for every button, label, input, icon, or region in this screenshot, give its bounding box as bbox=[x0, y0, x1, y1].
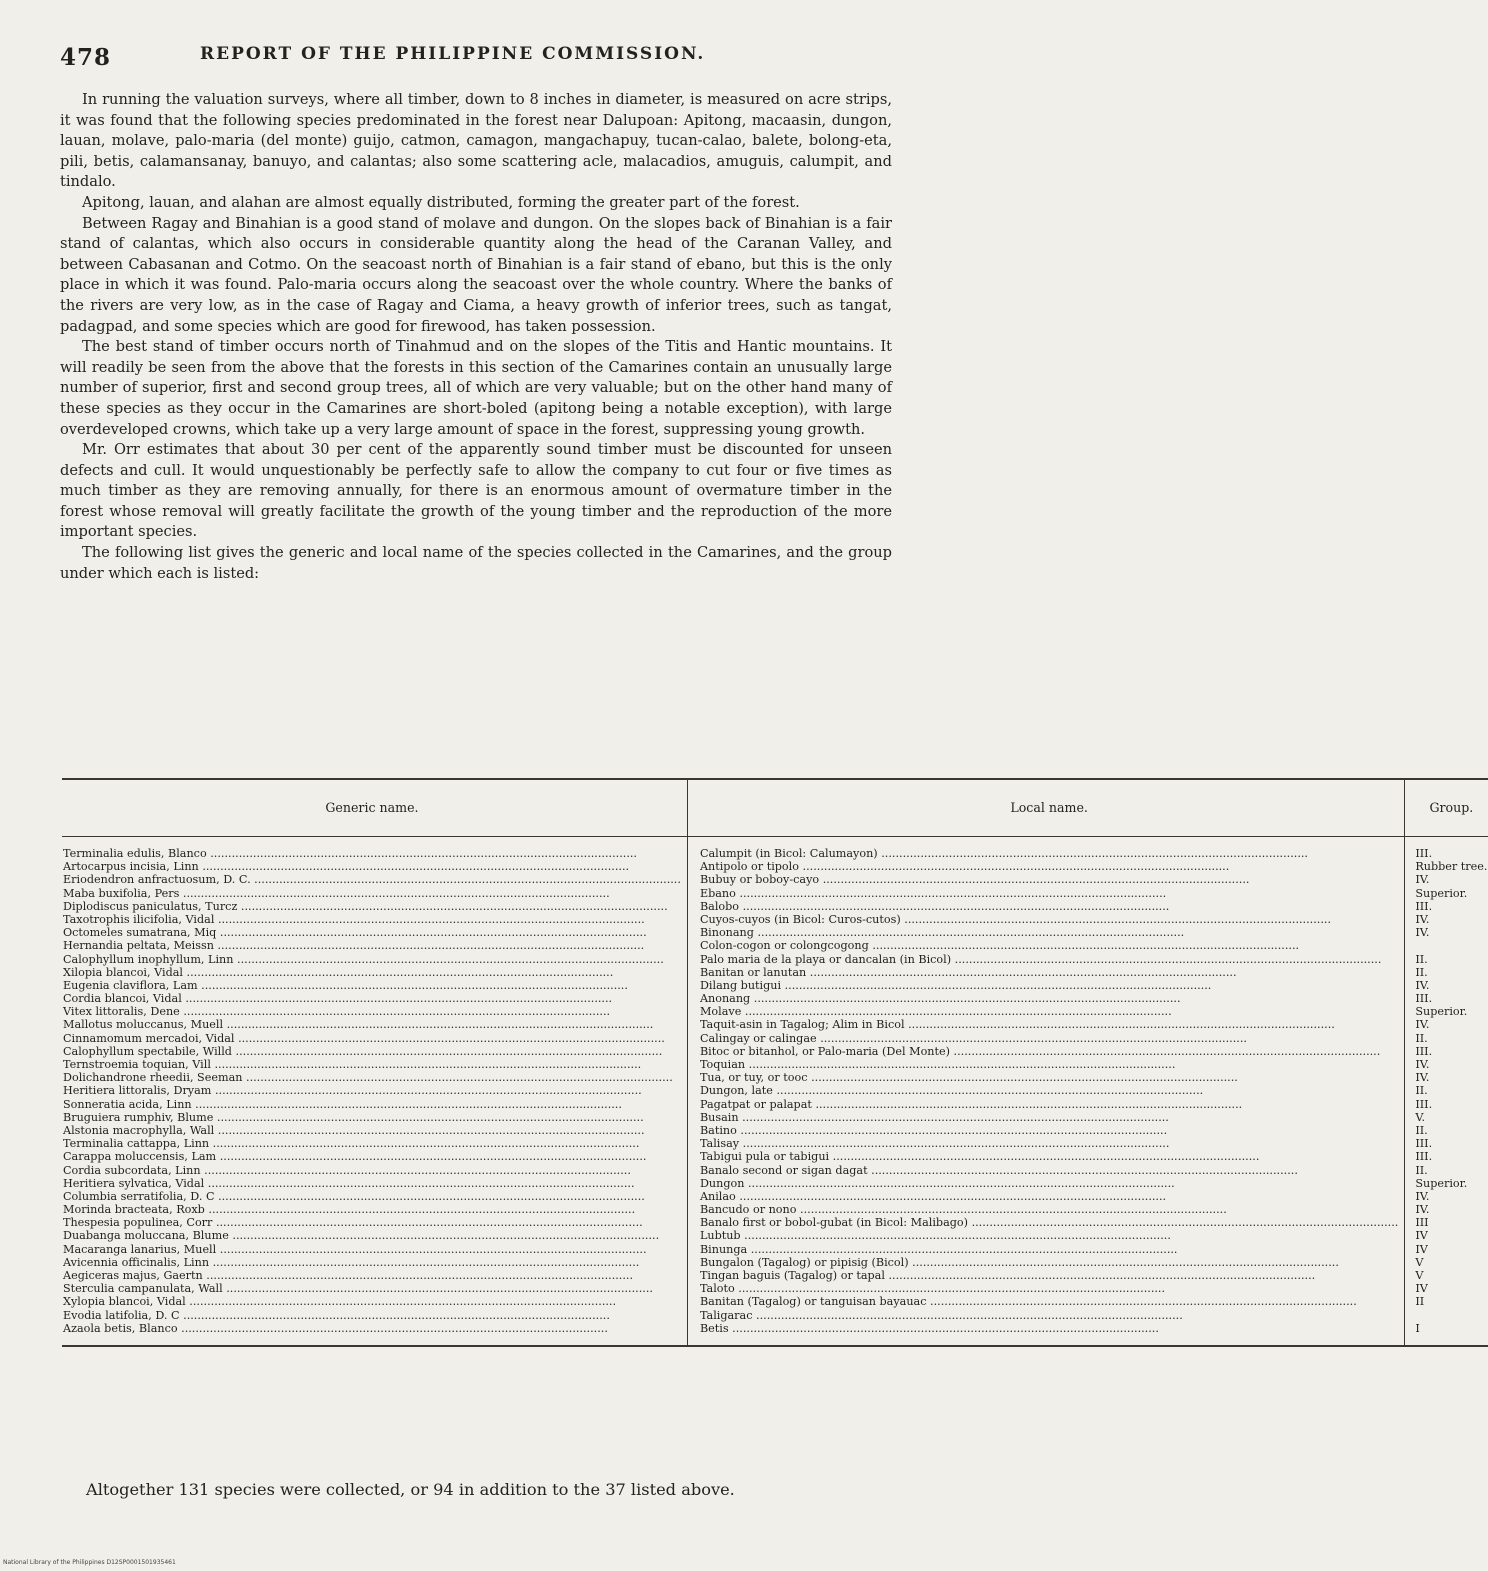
group-cell: II. bbox=[1415, 1163, 1428, 1177]
local-name-column bbox=[687, 837, 1404, 1346]
footer-label: National Library of the Philippines D12SP0001501935461 bbox=[3, 1559, 176, 1566]
local-name-cell: Tua, or tuy, or tooc ..... bbox=[700, 1071, 1398, 1084]
generic-name-cell: Cinnamomum mercadoi, Vidal ..... bbox=[63, 1032, 681, 1045]
local-name-cell: Anilao ..... bbox=[700, 1190, 1398, 1203]
group-cell: V. bbox=[1415, 1110, 1426, 1124]
generic-name-cell: Azaola betis, Blanco ..... bbox=[63, 1322, 681, 1335]
group-cell: III. bbox=[1415, 1150, 1433, 1164]
local-name-cell: Calingay or calingae ..... bbox=[700, 1032, 1398, 1045]
generic-name-cell: Avicennia officinalis, Linn ..... bbox=[63, 1256, 681, 1269]
local-name-cell: Tabigui pula or tabigui ..... bbox=[700, 1150, 1398, 1163]
group-cell: II. bbox=[1415, 1084, 1428, 1098]
page-header bbox=[60, 36, 900, 76]
generic-name-cell: Dolichandrone rheedii, Seeman ..... bbox=[63, 1071, 681, 1084]
generic-name-cell: Xilopia blancoi, Vidal ..... bbox=[63, 966, 681, 979]
local-name-cell: Colon-cogon or colongcogong ..... bbox=[700, 939, 1398, 952]
group-cell: II. bbox=[1415, 1123, 1428, 1137]
group-cell bbox=[1415, 939, 1487, 952]
generic-name-cell: Macaranga lanarius, Muell ..... bbox=[63, 1243, 681, 1256]
generic-name-cell: Octomeles sumatrana, Miq ..... bbox=[63, 926, 681, 939]
local-name-cell: Pagatpat or palapat ..... bbox=[700, 1098, 1398, 1111]
local-name-cell: Batino ..... bbox=[700, 1124, 1398, 1137]
group-cell: IV. bbox=[1415, 1018, 1430, 1032]
local-name-cell: Dungon ..... bbox=[700, 1177, 1398, 1190]
table-body-row bbox=[62, 837, 1488, 1346]
group-cell: IV bbox=[1415, 1242, 1428, 1256]
local-name-cell: Taquit-asin in Tagalog; Alim in Bicol ..... bbox=[700, 1018, 1398, 1031]
group-cell: III bbox=[1415, 1216, 1429, 1230]
local-name-cell: Binunga ..... bbox=[700, 1243, 1398, 1256]
generic-name-cell: Vitex littoralis, Dene ..... bbox=[63, 1005, 681, 1018]
local-name-cell: Banalo first or bobol-gubat (in Bicol: Malibago) ..... bbox=[700, 1216, 1398, 1229]
body-text bbox=[60, 90, 892, 584]
local-name-cell: Binonang ..... bbox=[700, 926, 1398, 939]
generic-name-cell: Terminalia cattappa, Linn ..... bbox=[63, 1137, 681, 1150]
generic-name-cell: Duabanga moluccana, Blume ..... bbox=[63, 1229, 681, 1242]
generic-name-header: Generic name. bbox=[62, 779, 687, 837]
generic-name-cell: Calophyllum inophyllum, Linn ..... bbox=[63, 953, 681, 966]
generic-name-cell: Terminalia edulis, Blanco ..... bbox=[63, 847, 681, 860]
group-cell: Superior. bbox=[1415, 1005, 1468, 1019]
group-cell: IV. bbox=[1415, 912, 1430, 926]
generic-name-cell: Aegiceras majus, Gaertn ..... bbox=[63, 1269, 681, 1282]
local-name-cell: Banitan or lanutan ..... bbox=[700, 966, 1398, 979]
local-name-cell: Toquian ..... bbox=[700, 1058, 1398, 1071]
group-cell: III. bbox=[1415, 1137, 1433, 1151]
paragraph: Mr. Orr estimates that about 30 per cent of the apparently sound timber must be discounted for unseen defects and cull. It would unquestionably be perfectly safe to allow the company to cut four or five times as much timber as they are removing annually, for there is an enormous amount of overmature timber in the forest whose removal will greatly facilitate the growth of the young timber and the reproduction of the more important species. bbox=[60, 441, 892, 541]
generic-name-cell: Columbia serratifolia, D. C ..... bbox=[63, 1190, 681, 1203]
group-cell: Superior. bbox=[1415, 886, 1468, 900]
paragraph: The best stand of timber occurs north of Tinahmud and on the slopes of the Titis and Hantic mountains. It will readily be seen from the above that the forests in this section of the Camarines contain an unusually large number of superior, first and second group trees, all of which are very valuable; but on the other hand many of these species as they occur in the Camarines are short-boled (apitong being a notable exception), with large overdeveloped crowns, which take up a very large amount of space in the forest, suppressing young growth. bbox=[60, 338, 892, 438]
paragraph: Apitong, lauan, and alahan are almost equally distributed, forming the greater part of the forest. bbox=[82, 193, 800, 211]
generic-name-cell: Maba buxifolia, Pers ..... bbox=[63, 887, 681, 900]
local-name-cell: Calumpit (in Bicol: Calumayon) ..... bbox=[700, 847, 1398, 860]
local-name-cell: Bancudo or nono ..... bbox=[700, 1203, 1398, 1216]
generic-name-cell: Thespesia populinea, Corr ..... bbox=[63, 1216, 681, 1229]
local-name-header: Local name. bbox=[687, 779, 1404, 837]
group-cell: IV. bbox=[1415, 1058, 1430, 1071]
generic-name-cell: Eriodendron anfractuosum, D. C. ..... bbox=[63, 873, 681, 886]
group-cell: III. bbox=[1415, 847, 1433, 860]
group-cell: Rubber tree. bbox=[1415, 860, 1488, 874]
generic-name-cell: Hernandia peltata, Meissn ..... bbox=[63, 939, 681, 952]
group-cell: V bbox=[1415, 1255, 1424, 1269]
group-cell: III. bbox=[1415, 1044, 1433, 1058]
local-name-cell: Banalo second or sigan dagat ..... bbox=[700, 1164, 1398, 1177]
group-cell: III. bbox=[1415, 1097, 1433, 1111]
generic-name-cell: Mallotus moluccanus, Muell ..... bbox=[63, 1018, 681, 1031]
generic-name-cell: Carappa moluccensis, Lam ..... bbox=[63, 1150, 681, 1163]
local-name-list bbox=[700, 847, 1398, 1335]
group-cell: IV. bbox=[1415, 1071, 1430, 1085]
group-cell: IV bbox=[1415, 1282, 1428, 1296]
species-table bbox=[62, 778, 1488, 1347]
local-name-cell: Bungalon (Tagalog) or pipisig (Bicol) ..... bbox=[700, 1256, 1398, 1269]
local-name-cell: Taloto ..... bbox=[700, 1282, 1398, 1295]
generic-name-cell: Eugenia claviflora, Lam ..... bbox=[63, 979, 681, 992]
group-cell: II. bbox=[1415, 1031, 1428, 1045]
running-head: REPORT OF THE PHILIPPINE COMMISSION. bbox=[200, 44, 706, 64]
page-number: 478 bbox=[60, 44, 112, 71]
local-name-cell: Balobo ..... bbox=[700, 900, 1398, 913]
generic-name-cell: Heritiera sylvatica, Vidal ..... bbox=[63, 1177, 681, 1190]
local-name-cell: Tingan baguis (Tagalog) or tapal ..... bbox=[700, 1269, 1398, 1282]
generic-name-cell: Sterculia campanulata, Wall ..... bbox=[63, 1282, 681, 1295]
generic-name-cell: Taxotrophis ilicifolia, Vidal ..... bbox=[63, 913, 681, 926]
group-cell: II. bbox=[1415, 965, 1428, 979]
generic-name-cell: Evodia latifolia, D. C ..... bbox=[63, 1309, 681, 1322]
table-header-row bbox=[62, 779, 1488, 837]
group-cell: IV. bbox=[1415, 1189, 1430, 1203]
local-name-cell: Bubuy or boboy-cayo ..... bbox=[700, 873, 1398, 886]
local-name-cell: Taligarac ..... bbox=[700, 1309, 1398, 1322]
local-name-cell: Antipolo or tipolo ..... bbox=[700, 860, 1398, 873]
group-cell: IV. bbox=[1415, 873, 1430, 887]
summary-text: Altogether 131 species were collected, or 94 in addition to the 37 listed above. bbox=[86, 1480, 735, 1499]
generic-name-cell: Bruguiera rumphiv, Blume ..... bbox=[63, 1111, 681, 1124]
generic-name-cell: Heritiera littoralis, Dryam ..... bbox=[63, 1084, 681, 1097]
local-name-cell: Betis ..... bbox=[700, 1322, 1398, 1335]
group-cell: II bbox=[1415, 1295, 1425, 1309]
local-name-cell: Palo maria de la playa or dancalan (in Bicol) ..... bbox=[700, 953, 1398, 966]
local-name-cell: Lubtub ..... bbox=[700, 1229, 1398, 1242]
generic-name-cell: Cordia blancoi, Vidal ..... bbox=[63, 992, 681, 1005]
local-name-cell: Dilang butigui ..... bbox=[700, 979, 1398, 992]
local-name-cell: Bitoc or bitanhol, or Palo-maria (Del Monte) ..... bbox=[700, 1045, 1398, 1058]
group-cell: IV. bbox=[1415, 978, 1430, 992]
generic-name-cell: Cordia subcordata, Linn ..... bbox=[63, 1164, 681, 1177]
local-name-cell: Banitan (Tagalog) or tanguisan bayauac ..... bbox=[700, 1295, 1398, 1308]
local-name-cell: Molave ..... bbox=[700, 1005, 1398, 1018]
group-cell: V bbox=[1415, 1269, 1424, 1282]
local-name-cell: Talisay ..... bbox=[700, 1137, 1398, 1150]
generic-name-cell: Sonneratia acida, Linn ..... bbox=[63, 1098, 681, 1111]
generic-name-cell: Artocarpus incisia, Linn ..... bbox=[63, 860, 681, 873]
group-cell: III. bbox=[1415, 899, 1433, 913]
paragraph: Between Ragay and Binahian is a good stand of molave and dungon. On the slopes back of Binahian is a fair stand of calantas, which also occurs in considerable quantity along the head of the Caranan Valley, and between Cabasanan and Cotmo. On the seacoast north of Binahian is a fair stand of ebano, but this is the only place in which it was found. Palo-maria occurs along the seacoast over the whole country. Where the banks of the rivers are very low, as in the case of Ragay and Ciama, a heavy growth of inferior trees, such as tangat, padagpad, and some species which are good for firewood, has taken possession. bbox=[60, 214, 892, 335]
paragraph: The following list gives the generic and local name of the species collected in the Camarines, and the group under which each is listed: bbox=[60, 544, 892, 582]
local-name-cell: Dungon, late ..... bbox=[700, 1084, 1398, 1097]
group-cell: I bbox=[1415, 1321, 1420, 1335]
local-name-cell: Ebano ..... bbox=[700, 887, 1398, 900]
generic-name-list bbox=[63, 847, 681, 1335]
group-list bbox=[1415, 847, 1487, 1335]
generic-name-cell: Xylopia blancoi, Vidal ..... bbox=[63, 1295, 681, 1308]
local-name-cell: Cuyos-cuyos (in Bicol: Curos-cutos) ..... bbox=[700, 913, 1398, 926]
group-cell: III. bbox=[1415, 992, 1433, 1006]
group-cell: IV. bbox=[1415, 1203, 1430, 1217]
group-cell: II. bbox=[1415, 952, 1428, 966]
generic-name-cell: Diplodiscus paniculatus, Turcz ..... bbox=[63, 900, 681, 913]
local-name-cell: Anonang ..... bbox=[700, 992, 1398, 1005]
group-cell: Superior. bbox=[1415, 1176, 1468, 1190]
generic-name-cell: Morinda bracteata, Roxb ..... bbox=[63, 1203, 681, 1216]
group-cell bbox=[1415, 1309, 1487, 1322]
paragraph: In running the valuation surveys, where all timber, down to 8 inches in diameter, is measured on acre strips, it was found that the following species predominated in the forest near Dalupoan: Apitong, macaasin, dungon, lauan, molave, palo-maria (del monte) guijo, catmon, camagon, mangachapuy, tucan-calao, balete, bolong-eta, pili, betis, calamansanay, banuyo, and calantas; also some scattering acle, malacadios, amuguis, calumpit, and tindalo. bbox=[60, 91, 892, 191]
generic-name-cell: Calophyllum spectabile, Willd ..... bbox=[63, 1045, 681, 1058]
group-column bbox=[1405, 837, 1488, 1346]
generic-name-cell: Alstonia macrophylla, Wall ..... bbox=[63, 1124, 681, 1137]
group-header: Group. bbox=[1405, 779, 1488, 837]
local-name-cell: Busain ..... bbox=[700, 1111, 1398, 1124]
generic-name-cell: Ternstroemia toquian, Vill ..... bbox=[63, 1058, 681, 1071]
group-cell: IV. bbox=[1415, 926, 1430, 940]
group-cell: IV bbox=[1415, 1229, 1428, 1243]
generic-name-column bbox=[62, 837, 687, 1346]
